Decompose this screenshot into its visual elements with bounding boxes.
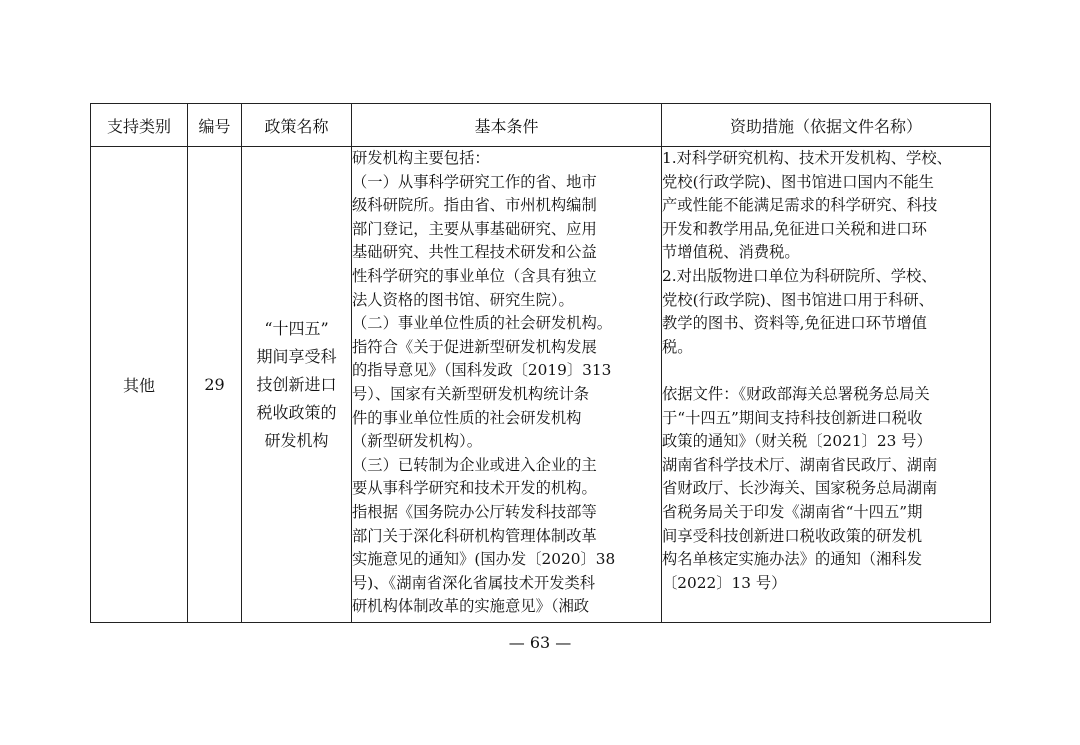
- conditions-line: 级科研院所。指由省、市州机构编制: [352, 196, 597, 215]
- table-row: [91, 147, 991, 623]
- basis-document-line: 构名单核定实施办法》的通知（湘科发: [662, 550, 923, 569]
- conditions-line: 部门关于深化科研机构管理体制改革: [352, 526, 597, 545]
- conditions-line: 基础研究、共性工程技术研发和公益: [352, 243, 597, 262]
- conditions-line: 法人资格的图书馆、研究生院）。: [352, 290, 574, 309]
- conditions-line: 性科学研究的事业单位（含具有独立: [352, 266, 597, 285]
- header-basic-conditions: 基本条件: [352, 104, 662, 147]
- measures-line: 2.对出版物进口单位为科研院所、学校、: [662, 266, 937, 285]
- basis-document-line: 政策的通知》（财关税〔2021〕23 号）: [662, 432, 932, 451]
- conditions-line: 的指导意见》（国科发政〔2019〕313: [352, 361, 612, 380]
- basis-document-line: 省税务局关于印发《湖南省“十四五”期: [662, 502, 923, 521]
- measures-line: 开发和教学用品,免征进口关税和进口环: [662, 219, 927, 238]
- policy-name-line: 期间享受科: [256, 346, 337, 366]
- cell-category: 其他: [91, 147, 188, 623]
- measures-line: 党校(行政学院)、图书馆进口国内不能生: [662, 172, 934, 191]
- basis-document-line: 湖南省科学技术厅、湖南省民政厅、湖南: [662, 455, 938, 474]
- conditions-line: 研机构体制改革的实施意见》（湘政: [352, 597, 590, 616]
- page-number: — 63 —: [508, 633, 572, 652]
- policy-name-line: “十四五”: [264, 318, 329, 338]
- conditions-line: 件的事业单位性质的社会研发机构: [352, 408, 582, 427]
- measures-line: 1.对科学研究机构、技术开发机构、学校、: [662, 149, 952, 167]
- conditions-line: 号）、国家有关新型研发机构统计条: [352, 384, 590, 403]
- basis-document-line: 依据文件：《财政部海关总署税务总局关: [662, 384, 930, 403]
- cell-policy-name: [242, 147, 352, 623]
- table-header-row: [91, 104, 991, 147]
- conditions-line: 要从事科学研究和技术开发的机构。: [352, 479, 597, 498]
- conditions-line: （二）事业单位性质的社会研发机构。: [352, 314, 613, 333]
- conditions-line: （一）从事科学研究工作的省、地市: [352, 172, 597, 191]
- conditions-line: 实施意见的通知》(国办发〔2020〕38: [352, 550, 616, 569]
- header-number: 编号: [188, 104, 242, 147]
- conditions-line: 指符合《关于促进新型研发机构发展: [352, 337, 597, 356]
- conditions-line: 号)、《湖南省深化省属技术开发类科: [352, 573, 596, 592]
- measures-line: 节增值税、消费税。: [662, 243, 800, 262]
- paragraph-gap: [662, 359, 990, 383]
- basis-document-line: 省财政厅、长沙海关、国家税务总局湖南: [662, 479, 938, 498]
- cell-number: 29: [188, 147, 242, 623]
- measures-line: 教学的图书、资料等,免征进口环节增值: [662, 314, 927, 333]
- measures-line: 产或性能不能满足需求的科学研究、科技: [662, 196, 938, 215]
- cell-funding-measures: [662, 147, 991, 623]
- policy-table: [90, 103, 991, 623]
- measures-line: 税。: [662, 337, 693, 356]
- basis-document-line: 〔2022〕13 号）: [662, 573, 787, 592]
- header-funding-measures: 资助措施（依据文件名称）: [662, 104, 991, 147]
- policy-name-line: 税收政策的: [256, 402, 337, 422]
- conditions-line: 部门登记，主要从事基础研究、应用: [352, 219, 597, 238]
- policy-name-line: 技创新进口: [256, 374, 337, 394]
- conditions-line: （三）已转制为企业或进入企业的主: [352, 455, 597, 474]
- measures-line: 党校(行政学院)、图书馆进口用于科研、: [662, 290, 934, 309]
- header-support-category: 支持类别: [91, 104, 188, 147]
- conditions-line: （新型研发机构）。: [352, 432, 483, 451]
- basis-document-line: 间享受科技创新进口税收政策的研发机: [662, 526, 923, 545]
- basis-document-line: 于“十四五”期间支持科技创新进口税收: [662, 408, 923, 427]
- conditions-line: 指根据《国务院办公厅转发科技部等: [352, 502, 597, 521]
- cell-basic-conditions: [352, 147, 662, 623]
- header-policy-name: 政策名称: [242, 104, 352, 147]
- conditions-line: 研发机构主要包括：: [352, 149, 490, 167]
- policy-name-line: 研发机构: [264, 430, 329, 450]
